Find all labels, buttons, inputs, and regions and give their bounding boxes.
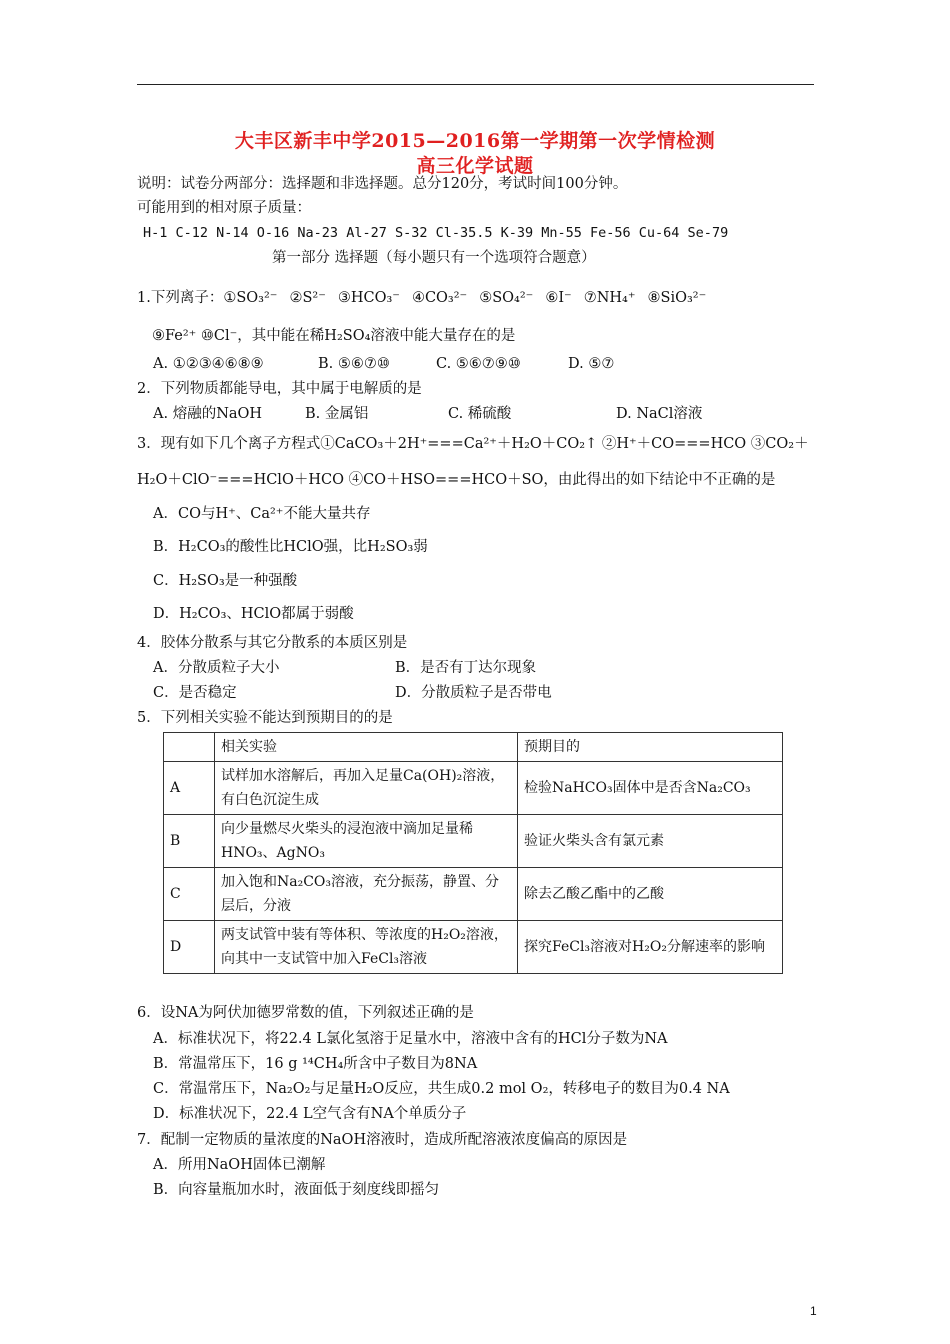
header-cell: 预期目的 <box>518 733 783 762</box>
question-4-options-row1 <box>153 658 536 678</box>
question-6-option-a: A．标准状况下，将22.4 L氯化氢溶于足量水中，溶液中含有的HCl分子数为NA <box>153 1031 668 1047</box>
ion-item: ⑧SiO₃²⁻ <box>647 290 707 306</box>
exam-description: 说明：试卷分两部分：选择题和非选择题。总分120分，考试时间100分钟。 <box>137 176 628 192</box>
question-2-stem: 2．下列物质都能导电，其中属于电解质的是 <box>137 381 422 397</box>
exam-title: 大丰区新丰中学2015—2016第一学期第一次学情检测 <box>234 130 716 152</box>
question-3-option-c: C．H₂SO₃是一种强酸 <box>153 573 298 589</box>
option-b: B. 金属铝 <box>305 406 369 422</box>
row-label: C <box>164 868 215 921</box>
table-row <box>164 868 783 921</box>
question-3-option-a: A．CO与H⁺、Ca²⁺不能大量共存 <box>153 506 371 522</box>
goal-cell: 除去乙酸乙酯中的乙酸 <box>518 868 783 921</box>
question-1-prefix: 1.下列离子： <box>137 290 224 306</box>
experiment-cell: 两支试管中装有等体积、等浓度的H₂O₂溶液，向其中一支试管中加入FeCl₃溶液 <box>215 921 518 974</box>
row-label: D <box>164 921 215 974</box>
option-d: D. ⑤⑦ <box>568 356 615 372</box>
question-7-option-a: A．所用NaOH固体已潮解 <box>153 1157 326 1173</box>
table-row <box>164 815 783 868</box>
experiment-cell: 加入饱和Na₂CO₃溶液，充分振荡，静置、分层后，分液 <box>215 868 518 921</box>
option-b: B. ⑤⑥⑦⑩ <box>318 356 390 372</box>
option-d: D. NaCl溶液 <box>616 406 703 422</box>
row-label: A <box>164 762 215 815</box>
goal-cell: 检验NaHCO₃固体中是否含Na₂CO₃ <box>518 762 783 815</box>
option-a: A. ①②③④⑥⑧⑨ <box>153 356 264 372</box>
goal-cell: 验证火柴头含有氯元素 <box>518 815 783 868</box>
top-rule <box>137 84 814 85</box>
question-1-options <box>153 354 614 374</box>
experiment-cell: 试样加水溶解后，再加入足量Ca(OH)₂溶液，有白色沉淀生成 <box>215 762 518 815</box>
question-4-options-row2 <box>153 683 552 703</box>
question-3-stem-cont: H₂O＋ClO⁻===HClO＋HCO ④CO＋HSO===HCO＋SO，由此得出的如下结论中不正确的是 <box>137 472 776 488</box>
option-b: B．是否有丁达尔现象 <box>395 660 537 676</box>
header-cell: 相关实验 <box>215 733 518 762</box>
question-1-stem: ⑨Fe²⁺ ⑩Cl⁻，其中能在稀H₂SO₄溶液中能大量存在的是 <box>152 328 516 344</box>
header-cell <box>164 733 215 762</box>
ion-item: ⑤SO₄²⁻ <box>479 290 534 306</box>
ion-item: ⑥I⁻ <box>545 290 572 306</box>
question-6-option-b: B．常温常压下，16 g ¹⁴CH₄所含中子数目为8NA <box>153 1056 478 1072</box>
question-1-ions <box>137 288 718 308</box>
page-number: 1 <box>810 1304 817 1318</box>
atomic-mass-label: 可能用到的相对原子质量： <box>137 200 311 216</box>
question-6-stem: 6．设NA为阿伏加德罗常数的值，下列叙述正确的是 <box>137 1005 474 1021</box>
atomic-mass-list: H-1 C-12 N-14 O-16 Na-23 Al-27 S-32 Cl-35.5 K-39 Mn-55 Fe-56 Cu-64 Se-79 <box>143 225 729 241</box>
ion-item: ②S²⁻ <box>289 290 326 306</box>
table-row <box>164 921 783 974</box>
table-header-row <box>164 733 783 762</box>
question-4-stem: 4．胶体分散系与其它分散系的本质区别是 <box>137 635 408 651</box>
row-label: B <box>164 815 215 868</box>
ion-item: ⑦NH₄⁺ <box>583 290 636 306</box>
option-c: C. ⑤⑥⑦⑨⑩ <box>436 356 521 372</box>
goal-cell: 探究FeCl₃溶液对H₂O₂分解速率的影响 <box>518 921 783 974</box>
question-2-options <box>153 404 702 424</box>
option-c: C．是否稳定 <box>153 685 237 701</box>
exam-subtitle: 高三化学试题 <box>416 155 534 177</box>
experiment-table <box>163 732 783 974</box>
part1-heading: 第一部分 选择题（每小题只有一个选项符合题意） <box>272 250 596 266</box>
question-3-stem: 3．现有如下几个离子方程式①CaCO₃＋2H⁺===Ca²⁺＋H₂O＋CO₂↑ ②H⁺＋CO===HCO ③CO₂＋ <box>137 436 809 452</box>
option-d: D．分散质粒子是否带电 <box>395 685 552 701</box>
option-c: C. 稀硫酸 <box>448 406 512 422</box>
table-row <box>164 762 783 815</box>
question-3-option-d: D．H₂CO₃、HClO都属于弱酸 <box>153 606 354 622</box>
ion-item: ③HCO₃⁻ <box>337 290 400 306</box>
experiment-cell: 向少量燃尽火柴头的浸泡液中滴加足量稀HNO₃、AgNO₃ <box>215 815 518 868</box>
question-5-stem: 5．下列相关实验不能达到预期目的的是 <box>137 710 393 726</box>
option-a: A. 熔融的NaOH <box>153 406 263 422</box>
question-3-option-b: B．H₂CO₃的酸性比HClO强，比H₂SO₃弱 <box>153 539 428 555</box>
ion-item: ①SO₃²⁻ <box>223 290 278 306</box>
question-7-stem: 7．配制一定物质的量浓度的NaOH溶液时，造成所配溶液浓度偏高的原因是 <box>137 1132 628 1148</box>
ion-item: ④CO₃²⁻ <box>411 290 468 306</box>
question-6-option-c: C．常温常压下，Na₂O₂与足量H₂O反应，共生成0.2 mol O₂，转移电子的数目为0.4 NA <box>153 1081 730 1097</box>
option-a: A．分散质粒子大小 <box>153 660 280 676</box>
question-6-option-d: D．标准状况下，22.4 L空气含有NA个单质分子 <box>153 1106 467 1122</box>
question-7-option-b: B．向容量瓶加水时，液面低于刻度线即摇匀 <box>153 1182 440 1198</box>
